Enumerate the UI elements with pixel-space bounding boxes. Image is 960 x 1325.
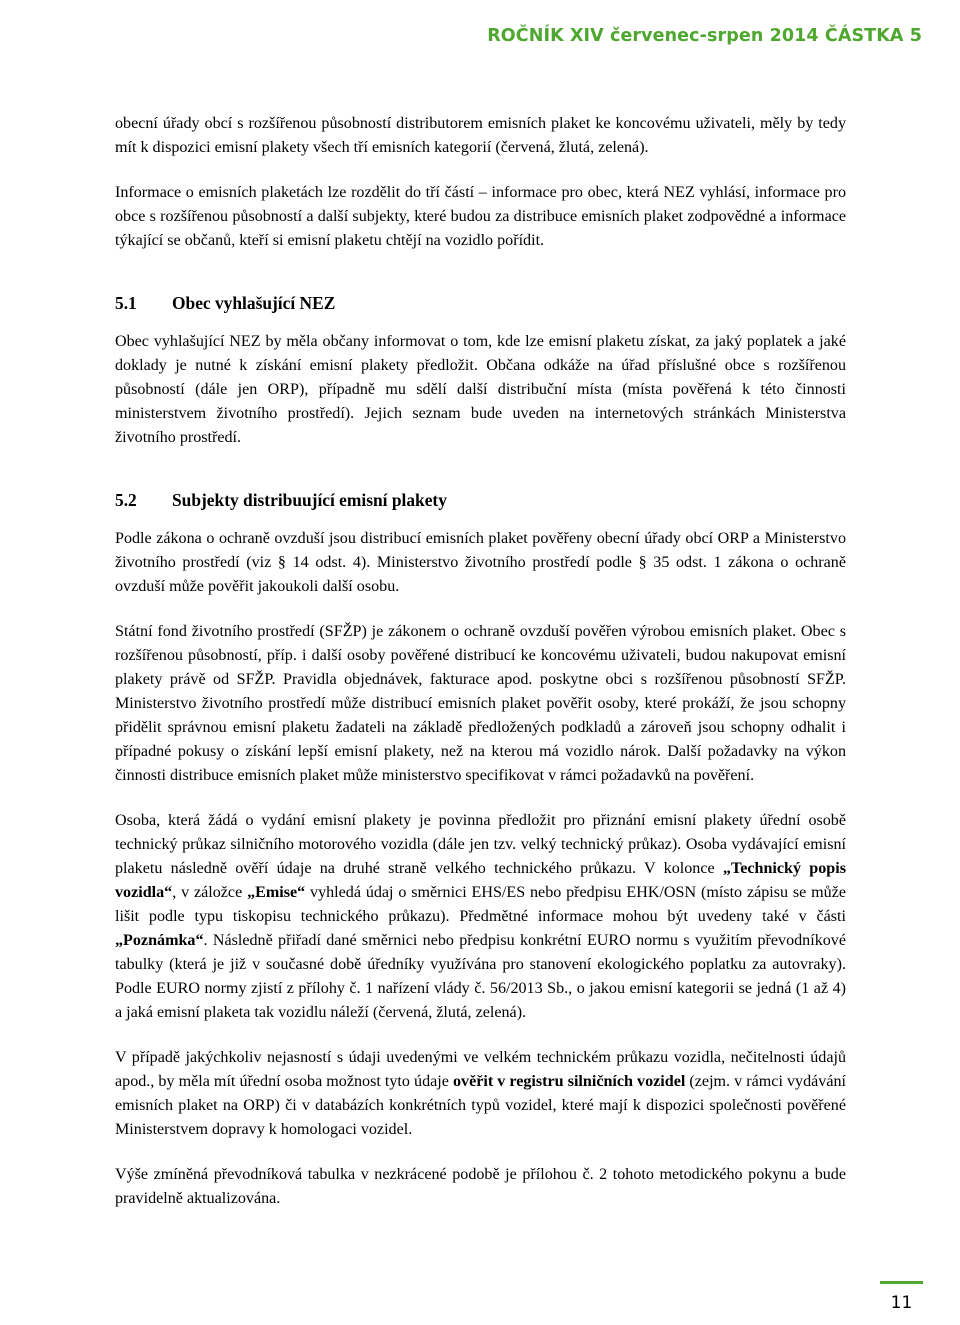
section-5-2-paragraph-2: Státní fond životního prostředí (SFŽP) je zákonem o ochraně ovzduší pověřen výrobou emisních plaket. Obec s rozšířenou působností, příp. i další osoby pověřené distribucí ke koncovému uživateli, budou nakupovat emisní plakety právě od SFŽP. Pravidla objednávek, fakturace apod. poskytne obci s rozšířenou působností SFŽP. Ministerstvo životního prostředí může distribucí emisních plaket pověřit osoby, které prokáží, že jsou schopny přidělit správnou emisní plaketu žadateli na základě předložených podkladů a zároveň jsou schopny odhalit i případné pokusy o získání lepší emisní plakety, než na kterou má vozidlo nárok. Další požadavky na výkon činnosti distribuce emisních plaket může ministerstvo specifikovat v rámci požadavků na pověření. (115, 623, 846, 784)
section-5-2-paragraph-3 (115, 809, 846, 1025)
text-run: . Následně přiřadí dané směrnici nebo předpisu konkrétní EURO normu s využitím převodníkové tabulky (která je již v současné době úředníky využívána pro stanovení ekologického poplatku za autovraky). Podle EURO normy zjistí z přílohy č. 1 nařízení vlády č. 56/2013 Sb., o jakou emisní kategorii se jedná (1 až 4) a jaká emisní plaketa tak vozidlu náleží (červená, žlutá, zelená). (115, 932, 846, 1021)
text-run: , v záložce (172, 884, 248, 901)
text-run: V případě jakýchkoliv nejasností s údaji uvedenými ve velkém technickém průkazu vozidla, nečitelnosti údajů apod., by měla mít úřední osoba možnost tyto údaje (115, 1049, 846, 1090)
section-5-1-paragraph-1: Obec vyhlašující NEZ by měla občany informovat o tom, kde lze emisní plaketu získat, za jaký poplatek a jaké doklady je nutné k získání emisní plakety předložit. Občana odkáže na úřad příslušné obce s rozšířenou působností (dále jen ORP), případně mu sdělí další distribuční místa (místa pověřená k této činnosti ministerstvem životního prostředí). Jejich seznam bude uveden na internetových stránkách Ministerstva životního prostředí. (115, 333, 846, 446)
section-5-2-paragraph-4 (115, 1046, 846, 1142)
intro-paragraph-2: Informace o emisních plaketách lze rozdělit do tří částí – informace pro obec, která NEZ vyhlásí, informace pro obce s rozšířenou působností a další subjekty, které budou za distribuce emisních plaket zodpovědné a informace týkající se občanů, kteří si emisní plaketu chtějí na vozidlo pořídit. (115, 184, 846, 249)
emphasis-emissions: „Emise“ (247, 884, 306, 901)
emphasis-vehicle-register: ověřit v registru silničních vozidel (452, 1073, 686, 1090)
text-run: (zejm. v rámci vydávání emisních plaket na ORP) či v databázích konkrétních typů vozidel, které mají k dispozici společnosti pověřené Ministerstvem dopravy k homologaci vozidel. (115, 1073, 846, 1138)
section-number: 5.1 (115, 293, 137, 313)
section-number: 5.2 (115, 490, 137, 510)
page-header (0, 0, 960, 75)
intro-paragraph-1: obecní úřady obcí s rozšířenou působností distributorem emisních plaket ke koncovému uživateli, měly by tedy mít k dispozici emisní plakety všech tří emisních kategorií (červená, žlutá, zelená). (115, 115, 846, 156)
section-heading-5-2 (115, 488, 846, 512)
emphasis-note: „Poznámka“ (115, 932, 204, 949)
section-5-2-paragraph-1: Podle zákona o ochraně ovzduší jsou distribucí emisních plaket pověřeny obecní úřady obcí ORP a Ministerstvo životního prostředí (viz § 14 odst. 4). Ministerstvo životního prostředí podle § 35 odst. 1 zákona o ochraně ovzduší může pověřit jakoukoli další osobu. (115, 530, 846, 595)
emphasis-technical-description: „Technický popis vozidla“ (115, 860, 846, 901)
section-title: Subjekty distribuující emisní plakety (172, 490, 447, 510)
page-number (880, 1281, 923, 1324)
text-run: vyhledá údaj o směrnici EHS/ES nebo předpisu EHK/OSN (místo zápisu se může lišit podle typu tiskopisu technického průkazu). Předmětné informace mohou být uvedeny také v části (115, 884, 846, 925)
section-title: Obec vyhlašující NEZ (172, 293, 336, 313)
text-run: Osoba, která žádá o vydání emisní plakety je povinna předložit pro přiznání emisní plakety úřední osobě technický průkaz silničního motorového vozidla (dále jen tzv. velký technický průkaz). Osoba vydávající emisní plaketu následně ověří údaje na druhé straně velkého technického průkazu. V kolonce (115, 812, 846, 877)
journal-issue-title: ROČNÍK XIV červenec-srpen 2014 ČÁSTKA 5 (487, 26, 922, 46)
section-heading-5-1 (115, 291, 846, 315)
section-5-2-paragraph-5: Výše zmíněná převodníková tabulka v nezkrácené podobě je přílohou č. 2 tohoto metodického pokynu a bude pravidelně aktualizována. (115, 1166, 846, 1207)
document-body (115, 112, 846, 1211)
page-number-text: 11 (890, 1293, 913, 1313)
